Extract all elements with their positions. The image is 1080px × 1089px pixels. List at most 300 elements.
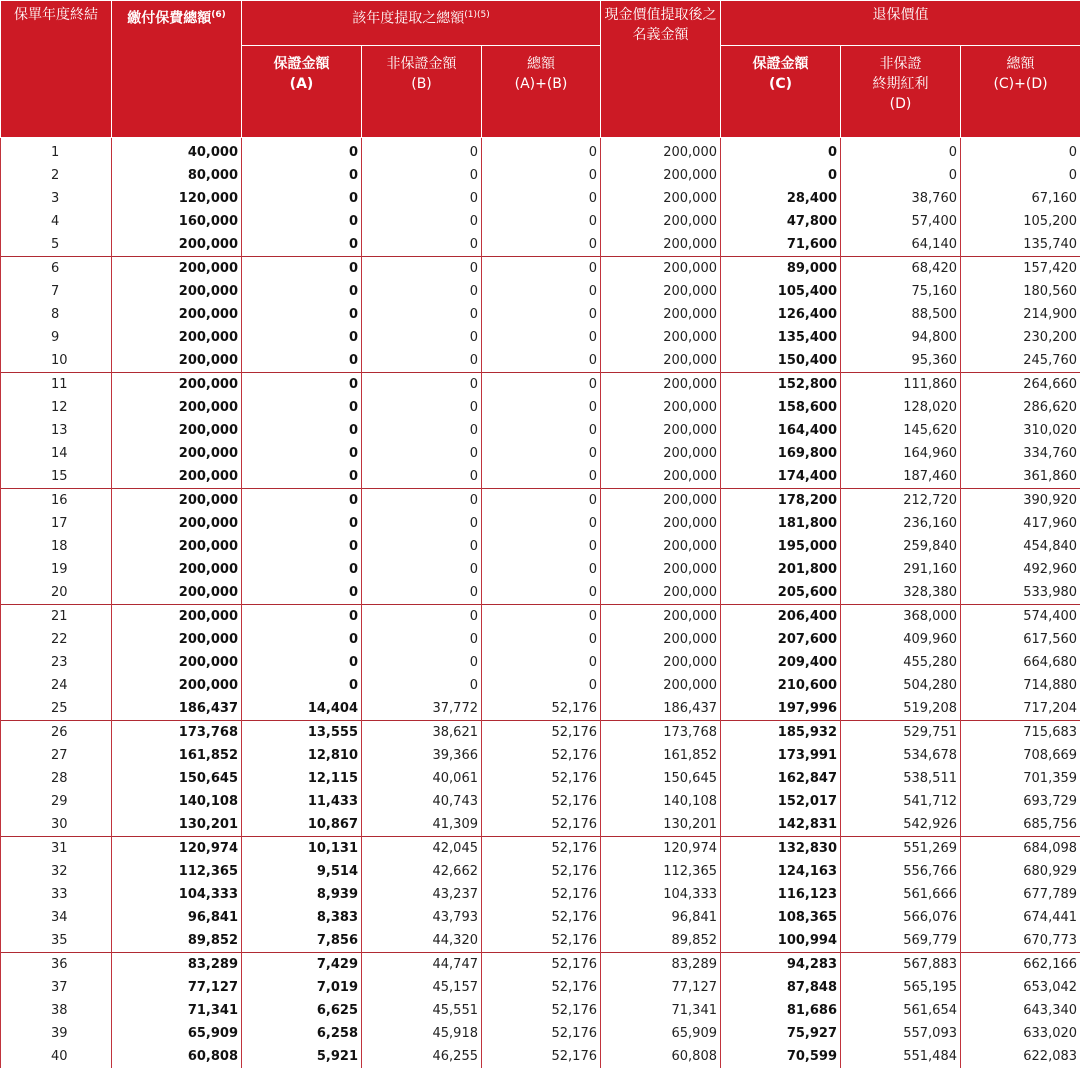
cell-total-premium: 89,852 xyxy=(112,929,242,953)
cell-non-guaranteed-b: 0 xyxy=(362,396,482,419)
cell-guaranteed-c: 87,848 xyxy=(721,976,841,999)
cell-non-guaranteed-b: 0 xyxy=(362,373,482,397)
cell-non-guaranteed-b: 0 xyxy=(362,512,482,535)
cell-guaranteed-a: 0 xyxy=(242,512,362,535)
cell-year: 11 xyxy=(1,373,112,397)
cell-total-cd: 180,560 xyxy=(961,280,1080,303)
cell-total-premium: 120,974 xyxy=(112,837,242,861)
cell-non-guaranteed-b: 0 xyxy=(362,326,482,349)
table-row xyxy=(1,581,1080,605)
cell-total-ab: 0 xyxy=(482,233,601,257)
cell-total-cd: 135,740 xyxy=(961,233,1080,257)
cell-total-premium: 200,000 xyxy=(112,651,242,674)
footnote-marker: (1)(5) xyxy=(464,10,490,20)
cell-total-ab: 52,176 xyxy=(482,999,601,1022)
cell-total-ab: 0 xyxy=(482,535,601,558)
header-guaranteed-c xyxy=(721,46,841,138)
cell-guaranteed-a: 0 xyxy=(242,326,362,349)
cell-total-cd: 230,200 xyxy=(961,326,1080,349)
cell-total-cd: 286,620 xyxy=(961,396,1080,419)
cell-non-guaranteed-b: 0 xyxy=(362,558,482,581)
cell-year: 7 xyxy=(1,280,112,303)
cell-guaranteed-a: 7,856 xyxy=(242,929,362,953)
cell-cash-value-after: 200,000 xyxy=(601,489,721,513)
table-row xyxy=(1,929,1080,953)
cell-guaranteed-a: 12,810 xyxy=(242,744,362,767)
cell-non-guaranteed-b: 45,157 xyxy=(362,976,482,999)
cell-year: 39 xyxy=(1,1022,112,1045)
cell-year: 16 xyxy=(1,489,112,513)
cell-guaranteed-a: 0 xyxy=(242,164,362,187)
cell-total-premium: 200,000 xyxy=(112,512,242,535)
cell-guaranteed-c: 181,800 xyxy=(721,512,841,535)
table-header xyxy=(1,1,1080,138)
cell-year: 35 xyxy=(1,929,112,953)
cell-total-cd: 664,680 xyxy=(961,651,1080,674)
cell-total-premium: 173,768 xyxy=(112,721,242,745)
cell-total-ab: 52,176 xyxy=(482,813,601,837)
cell-guaranteed-a: 0 xyxy=(242,535,362,558)
cell-year: 19 xyxy=(1,558,112,581)
cell-guaranteed-a: 0 xyxy=(242,257,362,281)
cell-total-ab: 0 xyxy=(482,651,601,674)
header-withdrawal-group xyxy=(242,1,601,46)
cell-total-premium: 71,341 xyxy=(112,999,242,1022)
cell-terminal-bonus-d: 145,620 xyxy=(841,419,961,442)
cell-guaranteed-a: 0 xyxy=(242,373,362,397)
cell-terminal-bonus-d: 541,712 xyxy=(841,790,961,813)
cell-guaranteed-c: 47,800 xyxy=(721,210,841,233)
table-row xyxy=(1,465,1080,489)
header-total-cd-label: 總額 xyxy=(1006,56,1035,72)
cell-total-ab: 52,176 xyxy=(482,790,601,813)
cell-year: 25 xyxy=(1,697,112,721)
cell-non-guaranteed-b: 0 xyxy=(362,674,482,697)
cell-total-premium: 200,000 xyxy=(112,442,242,465)
header-non-guaranteed-b xyxy=(362,46,482,138)
cell-guaranteed-c: 197,996 xyxy=(721,697,841,721)
cell-guaranteed-a: 0 xyxy=(242,396,362,419)
cell-guaranteed-a: 0 xyxy=(242,210,362,233)
cell-year: 14 xyxy=(1,442,112,465)
cell-non-guaranteed-b: 42,662 xyxy=(362,860,482,883)
cell-guaranteed-c: 162,847 xyxy=(721,767,841,790)
table-row xyxy=(1,906,1080,929)
cell-total-ab: 0 xyxy=(482,187,601,210)
cell-guaranteed-c: 169,800 xyxy=(721,442,841,465)
cell-terminal-bonus-d: 455,280 xyxy=(841,651,961,674)
cell-year: 20 xyxy=(1,581,112,605)
cell-year: 31 xyxy=(1,837,112,861)
cell-year: 22 xyxy=(1,628,112,651)
cell-cash-value-after: 200,000 xyxy=(601,581,721,605)
cell-terminal-bonus-d: 567,883 xyxy=(841,953,961,977)
cell-guaranteed-c: 174,400 xyxy=(721,465,841,489)
cell-cash-value-after: 112,365 xyxy=(601,860,721,883)
table-row xyxy=(1,349,1080,373)
table-row xyxy=(1,697,1080,721)
cell-cash-value-after: 120,974 xyxy=(601,837,721,861)
cell-total-ab: 0 xyxy=(482,280,601,303)
cell-guaranteed-c: 209,400 xyxy=(721,651,841,674)
cell-total-premium: 200,000 xyxy=(112,558,242,581)
cell-guaranteed-a: 0 xyxy=(242,303,362,326)
cell-total-cd: 0 xyxy=(961,164,1080,187)
cell-guaranteed-a: 0 xyxy=(242,187,362,210)
cell-year: 8 xyxy=(1,303,112,326)
header-total-ab-code: (A)+(B) xyxy=(514,76,568,92)
cell-terminal-bonus-d: 556,766 xyxy=(841,860,961,883)
cell-total-premium: 83,289 xyxy=(112,953,242,977)
cell-terminal-bonus-d: 38,760 xyxy=(841,187,961,210)
table-row xyxy=(1,210,1080,233)
cell-total-ab: 0 xyxy=(482,210,601,233)
cell-cash-value-after: 200,000 xyxy=(601,651,721,674)
cell-year: 32 xyxy=(1,860,112,883)
cell-total-cd: 617,560 xyxy=(961,628,1080,651)
cell-total-cd: 708,669 xyxy=(961,744,1080,767)
cell-total-cd: 643,340 xyxy=(961,999,1080,1022)
cell-terminal-bonus-d: 128,020 xyxy=(841,396,961,419)
cell-total-cd: 717,204 xyxy=(961,697,1080,721)
cell-guaranteed-a: 8,939 xyxy=(242,883,362,906)
cell-year: 2 xyxy=(1,164,112,187)
cell-total-cd: 701,359 xyxy=(961,767,1080,790)
cell-total-cd: 653,042 xyxy=(961,976,1080,999)
cell-terminal-bonus-d: 565,195 xyxy=(841,976,961,999)
cell-total-ab: 0 xyxy=(482,419,601,442)
cell-cash-value-after: 96,841 xyxy=(601,906,721,929)
cell-total-cd: 715,683 xyxy=(961,721,1080,745)
cell-terminal-bonus-d: 57,400 xyxy=(841,210,961,233)
cell-guaranteed-a: 0 xyxy=(242,674,362,697)
cell-year: 33 xyxy=(1,883,112,906)
table-row xyxy=(1,651,1080,674)
cell-year: 1 xyxy=(1,138,112,165)
cell-guaranteed-c: 210,600 xyxy=(721,674,841,697)
cell-cash-value-after: 83,289 xyxy=(601,953,721,977)
cell-total-ab: 0 xyxy=(482,581,601,605)
cell-total-premium: 161,852 xyxy=(112,744,242,767)
cell-guaranteed-a: 7,429 xyxy=(242,953,362,977)
cell-total-ab: 0 xyxy=(482,628,601,651)
table-row xyxy=(1,396,1080,419)
cell-terminal-bonus-d: 95,360 xyxy=(841,349,961,373)
table-row xyxy=(1,326,1080,349)
cell-total-premium: 200,000 xyxy=(112,257,242,281)
header-total-premium xyxy=(112,1,242,138)
cell-total-premium: 120,000 xyxy=(112,187,242,210)
header-guaranteed-a-label: 保證金額 xyxy=(273,56,330,72)
cell-total-premium: 200,000 xyxy=(112,280,242,303)
cell-cash-value-after: 60,808 xyxy=(601,1045,721,1068)
table-row xyxy=(1,535,1080,558)
cell-total-premium: 200,000 xyxy=(112,605,242,629)
cell-total-cd: 674,441 xyxy=(961,906,1080,929)
cell-guaranteed-c: 94,283 xyxy=(721,953,841,977)
cell-cash-value-after: 200,000 xyxy=(601,605,721,629)
cell-total-cd: 390,920 xyxy=(961,489,1080,513)
cell-guaranteed-c: 100,994 xyxy=(721,929,841,953)
cell-guaranteed-c: 0 xyxy=(721,138,841,165)
cell-total-cd: 67,160 xyxy=(961,187,1080,210)
cell-total-cd: 685,756 xyxy=(961,813,1080,837)
cell-cash-value-after: 200,000 xyxy=(601,233,721,257)
cell-terminal-bonus-d: 291,160 xyxy=(841,558,961,581)
table-row xyxy=(1,419,1080,442)
cell-guaranteed-a: 0 xyxy=(242,581,362,605)
table-row xyxy=(1,512,1080,535)
cell-guaranteed-a: 6,625 xyxy=(242,999,362,1022)
cell-guaranteed-a: 14,404 xyxy=(242,697,362,721)
cell-guaranteed-a: 0 xyxy=(242,419,362,442)
table-row xyxy=(1,489,1080,513)
header-surrender-group-label: 退保價值 xyxy=(872,7,929,23)
cell-terminal-bonus-d: 212,720 xyxy=(841,489,961,513)
cell-non-guaranteed-b: 42,045 xyxy=(362,837,482,861)
cell-total-cd: 622,083 xyxy=(961,1045,1080,1068)
cell-cash-value-after: 200,000 xyxy=(601,628,721,651)
cell-guaranteed-a: 6,258 xyxy=(242,1022,362,1045)
cell-total-premium: 200,000 xyxy=(112,373,242,397)
cell-year: 9 xyxy=(1,326,112,349)
cell-total-cd: 677,789 xyxy=(961,883,1080,906)
cell-total-ab: 52,176 xyxy=(482,697,601,721)
cell-terminal-bonus-d: 542,926 xyxy=(841,813,961,837)
cell-non-guaranteed-b: 0 xyxy=(362,187,482,210)
cell-year: 26 xyxy=(1,721,112,745)
cell-cash-value-after: 186,437 xyxy=(601,697,721,721)
cell-non-guaranteed-b: 0 xyxy=(362,164,482,187)
cell-total-cd: 680,929 xyxy=(961,860,1080,883)
cell-total-ab: 0 xyxy=(482,326,601,349)
header-year-end xyxy=(1,1,112,138)
header-guaranteed-c-label: 保證金額 xyxy=(752,56,809,72)
cell-total-cd: 633,020 xyxy=(961,1022,1080,1045)
cell-terminal-bonus-d: 75,160 xyxy=(841,280,961,303)
cell-terminal-bonus-d: 566,076 xyxy=(841,906,961,929)
cell-non-guaranteed-b: 0 xyxy=(362,581,482,605)
table-row xyxy=(1,976,1080,999)
cell-total-premium: 200,000 xyxy=(112,489,242,513)
cell-cash-value-after: 89,852 xyxy=(601,929,721,953)
table-row xyxy=(1,233,1080,257)
cell-cash-value-after: 140,108 xyxy=(601,790,721,813)
cell-total-ab: 0 xyxy=(482,442,601,465)
cell-terminal-bonus-d: 409,960 xyxy=(841,628,961,651)
cell-guaranteed-c: 205,600 xyxy=(721,581,841,605)
cell-guaranteed-c: 173,991 xyxy=(721,744,841,767)
cell-terminal-bonus-d: 519,208 xyxy=(841,697,961,721)
header-total-ab xyxy=(482,46,601,138)
table-row xyxy=(1,303,1080,326)
cell-year: 34 xyxy=(1,906,112,929)
table-row xyxy=(1,674,1080,697)
cell-cash-value-after: 200,000 xyxy=(601,674,721,697)
cell-terminal-bonus-d: 64,140 xyxy=(841,233,961,257)
cell-cash-value-after: 200,000 xyxy=(601,303,721,326)
cell-terminal-bonus-d: 569,779 xyxy=(841,929,961,953)
cell-guaranteed-c: 201,800 xyxy=(721,558,841,581)
table-row xyxy=(1,442,1080,465)
cell-total-cd: 361,860 xyxy=(961,465,1080,489)
cell-guaranteed-a: 0 xyxy=(242,465,362,489)
cell-terminal-bonus-d: 529,751 xyxy=(841,721,961,745)
cell-total-ab: 0 xyxy=(482,465,601,489)
cell-guaranteed-a: 0 xyxy=(242,628,362,651)
header-non-guaranteed-b-code: (B) xyxy=(411,76,432,92)
table-row xyxy=(1,790,1080,813)
cell-cash-value-after: 71,341 xyxy=(601,999,721,1022)
cell-total-premium: 200,000 xyxy=(112,674,242,697)
table-row xyxy=(1,953,1080,977)
cell-guaranteed-a: 0 xyxy=(242,605,362,629)
cell-cash-value-after: 200,000 xyxy=(601,164,721,187)
cell-guaranteed-c: 158,600 xyxy=(721,396,841,419)
cell-total-cd: 662,166 xyxy=(961,953,1080,977)
table-row xyxy=(1,744,1080,767)
cell-total-cd: 454,840 xyxy=(961,535,1080,558)
cell-total-ab: 52,176 xyxy=(482,1022,601,1045)
cell-total-premium: 200,000 xyxy=(112,581,242,605)
cell-total-premium: 200,000 xyxy=(112,628,242,651)
cell-guaranteed-c: 164,400 xyxy=(721,419,841,442)
table-row xyxy=(1,373,1080,397)
cell-terminal-bonus-d: 164,960 xyxy=(841,442,961,465)
cell-total-cd: 245,760 xyxy=(961,349,1080,373)
cell-total-ab: 0 xyxy=(482,605,601,629)
cell-total-ab: 52,176 xyxy=(482,837,601,861)
cell-cash-value-after: 65,909 xyxy=(601,1022,721,1045)
cell-guaranteed-a: 8,383 xyxy=(242,906,362,929)
cell-total-ab: 0 xyxy=(482,396,601,419)
cell-total-ab: 0 xyxy=(482,349,601,373)
cell-total-ab: 52,176 xyxy=(482,767,601,790)
cell-year: 27 xyxy=(1,744,112,767)
cell-total-ab: 52,176 xyxy=(482,1045,601,1068)
cell-terminal-bonus-d: 551,484 xyxy=(841,1045,961,1068)
cell-non-guaranteed-b: 40,743 xyxy=(362,790,482,813)
cell-guaranteed-c: 108,365 xyxy=(721,906,841,929)
cell-guaranteed-c: 116,123 xyxy=(721,883,841,906)
cell-total-premium: 112,365 xyxy=(112,860,242,883)
cell-non-guaranteed-b: 44,747 xyxy=(362,953,482,977)
cell-terminal-bonus-d: 538,511 xyxy=(841,767,961,790)
cell-terminal-bonus-d: 187,460 xyxy=(841,465,961,489)
cell-year: 23 xyxy=(1,651,112,674)
cell-cash-value-after: 200,000 xyxy=(601,396,721,419)
header-total-cd xyxy=(961,46,1080,138)
cell-total-cd: 684,098 xyxy=(961,837,1080,861)
cell-total-cd: 492,960 xyxy=(961,558,1080,581)
header-total-premium-label: 繳付保費總額 xyxy=(127,10,212,27)
cell-cash-value-after: 104,333 xyxy=(601,883,721,906)
header-terminal-bonus-d-line1: 非保證 xyxy=(879,56,922,72)
cell-total-ab: 0 xyxy=(482,512,601,535)
table-row xyxy=(1,837,1080,861)
cell-guaranteed-a: 0 xyxy=(242,233,362,257)
cell-terminal-bonus-d: 368,000 xyxy=(841,605,961,629)
cell-guaranteed-a: 9,514 xyxy=(242,860,362,883)
cell-cash-value-after: 130,201 xyxy=(601,813,721,837)
cell-terminal-bonus-d: 94,800 xyxy=(841,326,961,349)
cell-cash-value-after: 200,000 xyxy=(601,326,721,349)
table-row xyxy=(1,138,1080,165)
cell-year: 40 xyxy=(1,1045,112,1068)
cell-total-premium: 104,333 xyxy=(112,883,242,906)
cell-guaranteed-c: 132,830 xyxy=(721,837,841,861)
table-row xyxy=(1,883,1080,906)
header-terminal-bonus-d xyxy=(841,46,961,138)
table-row xyxy=(1,860,1080,883)
cell-guaranteed-a: 0 xyxy=(242,442,362,465)
cell-guaranteed-c: 206,400 xyxy=(721,605,841,629)
cell-terminal-bonus-d: 236,160 xyxy=(841,512,961,535)
table-row xyxy=(1,1045,1080,1068)
cell-total-premium: 150,645 xyxy=(112,767,242,790)
cell-year: 10 xyxy=(1,349,112,373)
cell-total-premium: 186,437 xyxy=(112,697,242,721)
header-cash-value-after-label: 現金價值提取後之名義金額 xyxy=(604,7,717,43)
header-cash-value-after xyxy=(601,1,721,138)
cell-total-premium: 200,000 xyxy=(112,233,242,257)
cell-non-guaranteed-b: 0 xyxy=(362,257,482,281)
cell-guaranteed-c: 195,000 xyxy=(721,535,841,558)
cell-year: 17 xyxy=(1,512,112,535)
cell-guaranteed-c: 89,000 xyxy=(721,257,841,281)
table-row xyxy=(1,280,1080,303)
cell-year: 21 xyxy=(1,605,112,629)
header-guaranteed-a-code: (A) xyxy=(289,76,314,92)
cell-cash-value-after: 161,852 xyxy=(601,744,721,767)
cell-non-guaranteed-b: 0 xyxy=(362,465,482,489)
cell-year: 29 xyxy=(1,790,112,813)
header-non-guaranteed-b-label: 非保證金額 xyxy=(386,56,457,72)
cell-total-premium: 60,808 xyxy=(112,1045,242,1068)
table-row xyxy=(1,558,1080,581)
cell-guaranteed-c: 71,600 xyxy=(721,233,841,257)
table-row xyxy=(1,813,1080,837)
cell-cash-value-after: 200,000 xyxy=(601,535,721,558)
cell-guaranteed-c: 142,831 xyxy=(721,813,841,837)
cell-non-guaranteed-b: 0 xyxy=(362,419,482,442)
footnote-marker: (6) xyxy=(211,10,226,20)
cell-cash-value-after: 200,000 xyxy=(601,280,721,303)
cell-total-cd: 264,660 xyxy=(961,373,1080,397)
cell-guaranteed-c: 105,400 xyxy=(721,280,841,303)
cell-guaranteed-a: 0 xyxy=(242,138,362,165)
cell-terminal-bonus-d: 0 xyxy=(841,138,961,165)
cell-total-cd: 670,773 xyxy=(961,929,1080,953)
cell-non-guaranteed-b: 38,621 xyxy=(362,721,482,745)
cell-total-premium: 200,000 xyxy=(112,349,242,373)
cell-total-premium: 96,841 xyxy=(112,906,242,929)
cell-total-premium: 160,000 xyxy=(112,210,242,233)
header-terminal-bonus-d-code: (D) xyxy=(889,96,912,112)
cell-year: 3 xyxy=(1,187,112,210)
cell-non-guaranteed-b: 0 xyxy=(362,233,482,257)
cell-total-ab: 52,176 xyxy=(482,976,601,999)
cell-total-premium: 77,127 xyxy=(112,976,242,999)
cell-guaranteed-a: 10,867 xyxy=(242,813,362,837)
cell-guaranteed-a: 0 xyxy=(242,349,362,373)
cell-guaranteed-c: 0 xyxy=(721,164,841,187)
cell-year: 18 xyxy=(1,535,112,558)
cell-non-guaranteed-b: 0 xyxy=(362,605,482,629)
cell-terminal-bonus-d: 111,860 xyxy=(841,373,961,397)
cell-total-ab: 52,176 xyxy=(482,883,601,906)
cell-total-ab: 0 xyxy=(482,373,601,397)
